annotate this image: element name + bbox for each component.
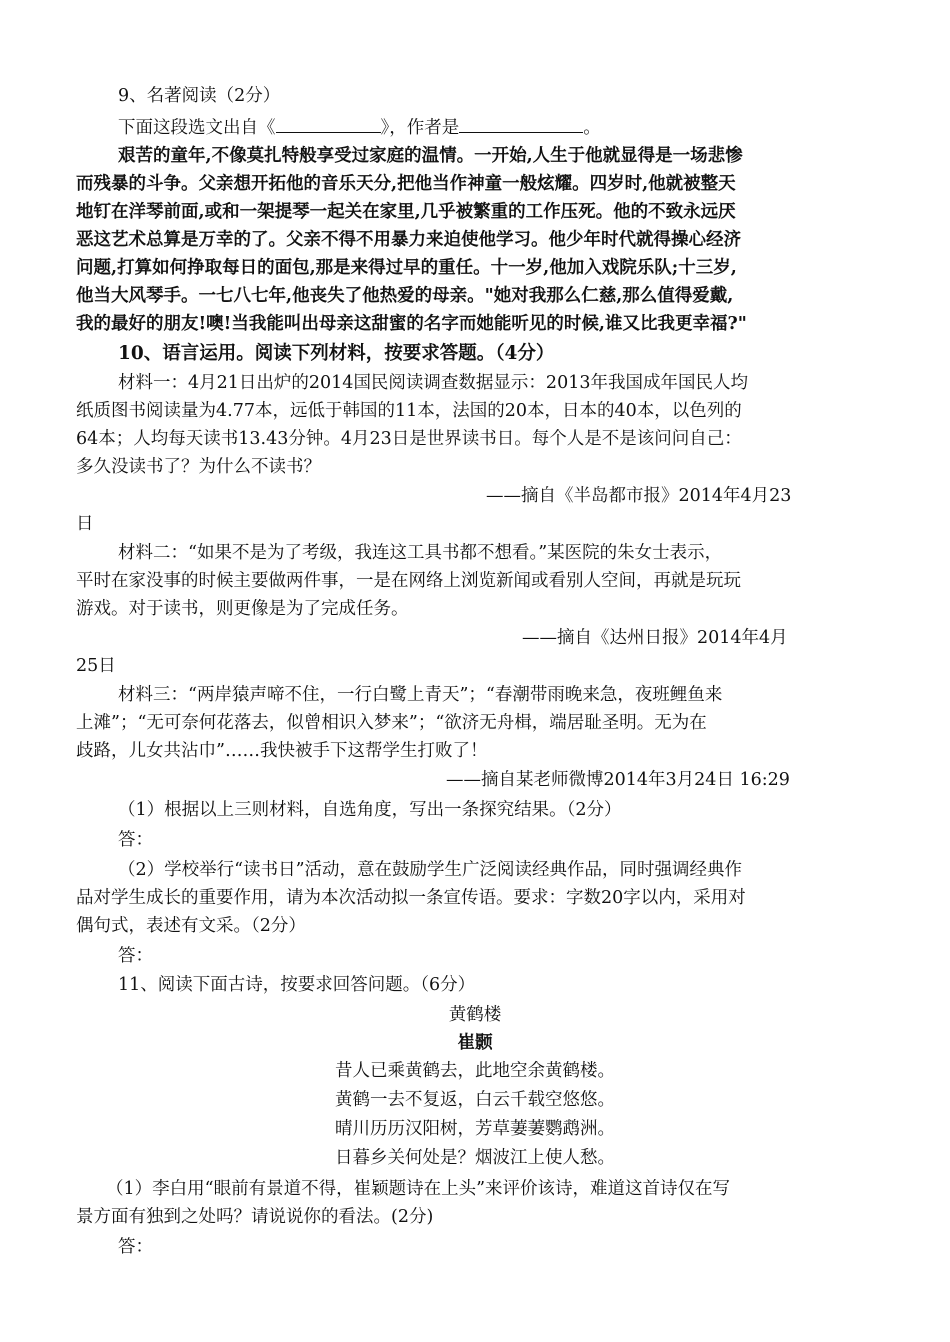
q10-sub1: （1）根据以上三则材料，自选角度，写出一条探究结果。（2分） [118,800,622,820]
book-title-blank[interactable] [276,114,381,133]
material1-line: 64本；人均每天读书13.43分钟。4月23日是世界读书日。每个人是不是该问问自己： [76,429,742,449]
q11-answer1-label: 答： [118,1237,153,1257]
q9-prompt-pre: 下面这段选文出自《 [118,118,276,138]
material2-source-cont: 25日 [76,656,116,676]
material3-line: 材料三：“两岸猿声啼不住，一行白鹭上青天”；“春潮带雨晚来急，夜班鲤鱼来 [118,685,723,705]
poem-line: 黄鹤一去不复返，白云千载空悠悠。 [335,1090,615,1110]
q9-passage-line: 地钉在洋琴前面,或和一架提琴一起关在家里,几乎被繁重的工作压死。他的不致永远厌 [76,202,736,222]
material1-line: 材料一：4月21日出炉的2014国民阅读调查数据显示：2013年我国成年国民人均 [118,373,748,393]
q9-passage-line: 问题,打算如何挣取每日的面包,那是来得过早的重任。十一岁,他加入戏院乐队;十三岁, [76,258,737,278]
poem-author: 崔颢 [457,1033,493,1053]
q11-title: 11、阅读下面古诗，按要求回答问题。（6分） [118,975,476,995]
material1-line: 纸质图书阅读量为4.77本，远低于韩国的11本，法国的20本，日本的40本，以色列的 [76,401,742,421]
q10-title: 10、语言运用。阅读下列材料，按要求答题。（4分） [118,343,555,364]
material2-line: 游戏。对于读书，则更像是为了完成任务。 [76,599,409,619]
material2-line: 材料二：“如果不是为了考级，我连这工具书都不想看。”某医院的朱女士表示， [118,543,723,563]
material1-line: 多久没读书了？为什么不读书？ [76,457,321,477]
material3-source: ——摘自某老师微博2014年3月24日 16:29 [446,770,790,790]
material2-source: ——摘自《达州日报》2014年4月 [522,628,788,648]
q9-title: 9、名著阅读（2分） [118,86,281,106]
poem-line: 晴川历历汉阳树，芳草萋萋鹦鹉洲。 [335,1119,615,1139]
q11-sub1-line: 景方面有独到之处吗？请说说你的看法。(2分) [76,1207,434,1227]
q10-answer1-label: 答： [118,830,153,850]
q10-sub2-line: 品对学生成长的重要作用，请为本次活动拟一条宣传语。要求：字数20字以内，采用对 [76,888,746,908]
material1-source: ——摘自《半岛都市报》2014年4月23 [486,486,792,506]
q10-sub2-line: （2）学校举行“读书日”活动，意在鼓励学生广泛阅读经典作品，同时强调经典作 [118,860,743,880]
author-blank[interactable] [459,114,583,133]
poem-line: 日暮乡关何处是？烟波江上使人愁。 [335,1148,615,1168]
q10-sub2-line: 偶句式，表述有文采。（2分） [76,916,306,936]
material1-source-cont: 日 [76,514,94,534]
q9-prompt [118,114,601,140]
q9-passage-line: 他当大风琴手。一七八七年,他丧失了他热爱的母亲。"她对我那么仁慈,那么值得爱戴, [76,286,734,306]
q10-answer2-label: 答： [118,946,153,966]
material2-line: 平时在家没事的时候主要做两件事，一是在网络上浏览新闻或看别人空间，再就是玩玩 [76,571,741,591]
poem-line: 昔人已乘黄鹤去，此地空余黄鹤楼。 [335,1061,615,1081]
material3-line: 上滩”；“无可奈何花落去，似曾相识入梦来”；“欲济无舟楫，端居耻圣明。无为在 [76,713,707,733]
material3-line: 歧路，儿女共沾巾”……我快被手下这帮学生打败了！ [76,741,488,761]
q11-sub1-line: （1）李白用“眼前有景道不得，崔颖题诗在上头”来评价该诗，难道这首诗仅在写 [106,1179,731,1199]
q9-prompt-end: 。 [583,118,601,138]
q9-passage-line: 艰苦的童年,不像莫扎特般享受过家庭的温情。一开始,人生于他就显得是一场悲惨 [118,146,743,166]
q9-passage-line: 恶这艺术总算是万幸的了。父亲不得不用暴力来迫使他学习。他少年时代就得操心经济 [76,230,741,250]
poem-title: 黄鹤楼 [448,1005,502,1025]
q9-passage-line: 我的最好的朋友!噢!当我能叫出母亲这甜蜜的名字而她能听见的时候,谁又比我更幸福?" [76,314,747,334]
q9-passage-line: 而残暴的斗争。父亲想开拓他的音乐天分,把他当作神童一般炫耀。四岁时,他就被整天 [76,174,736,194]
q9-prompt-mid: 》，作者是 [380,118,460,138]
